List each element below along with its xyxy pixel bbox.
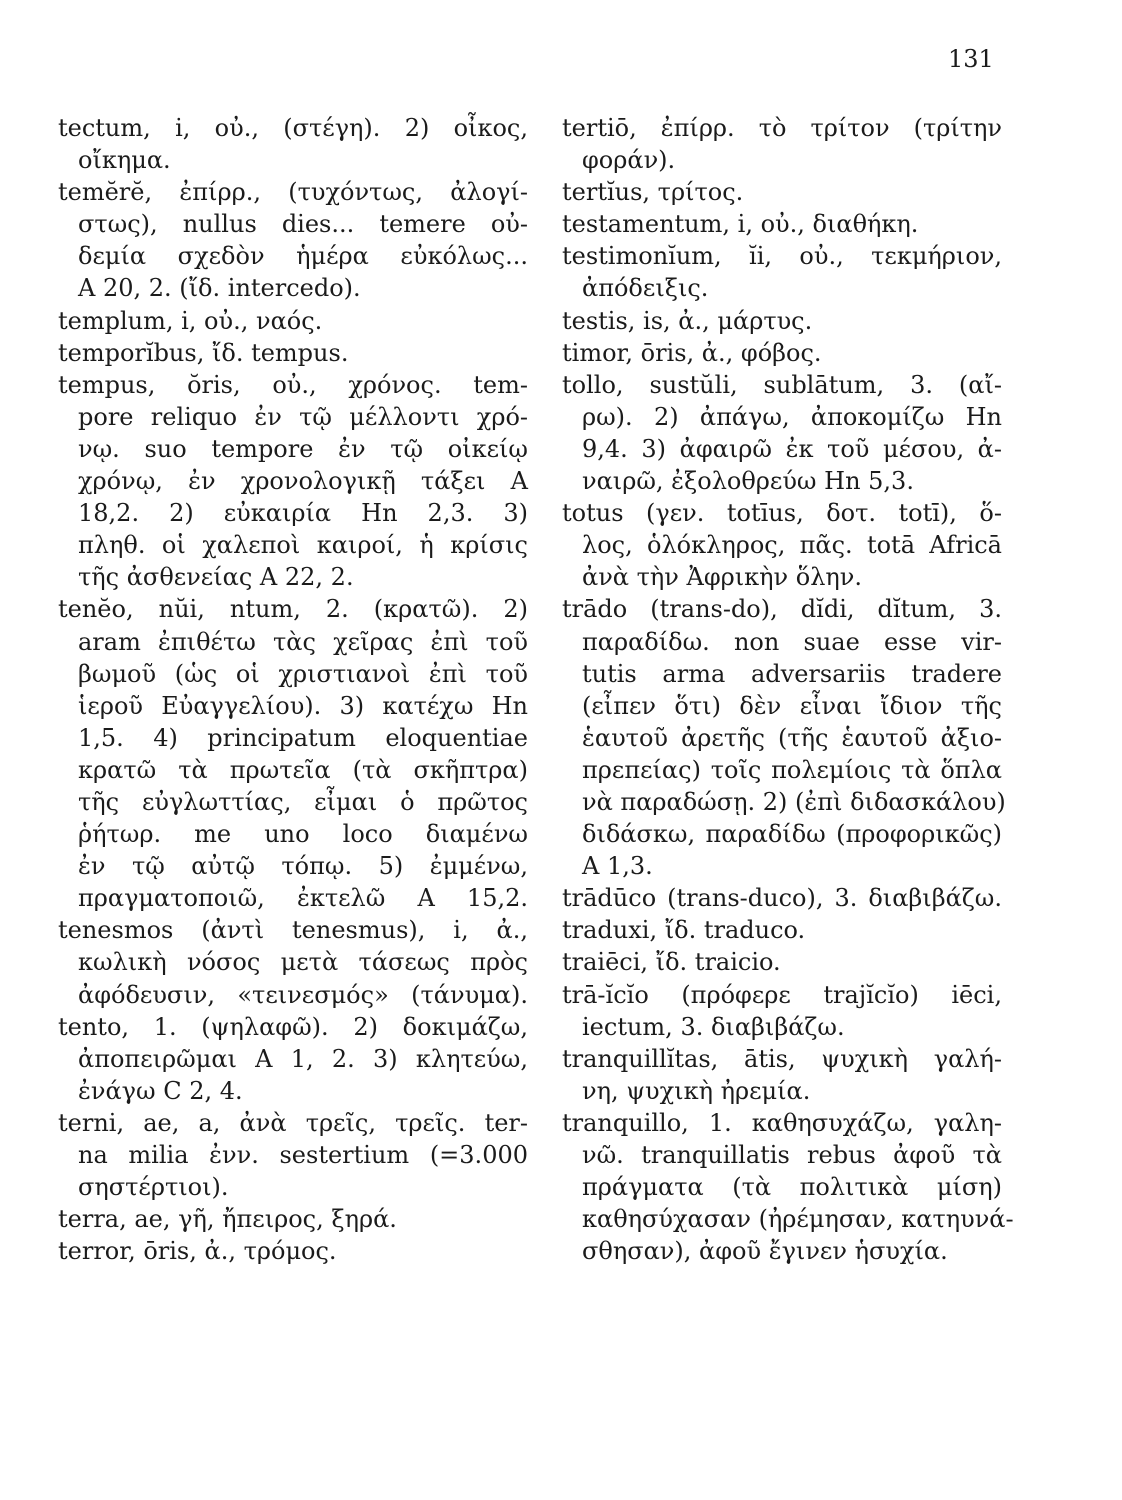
entry-headword-line: temporĭbus, ἴδ. tempus. — [58, 338, 349, 367]
entry-continuation-line: ἐνάγω C 2, 4. — [78, 1076, 243, 1105]
entry-continuation-line: πρεπείας) τοῖς πολεμίοις τὰ ὅπλα — [582, 755, 1002, 784]
entry-headword-line: tenĕo, nŭi, ntum, 2. (κρατῶ). 2) — [58, 595, 528, 624]
entry-continuation-line: παραδίδω. non suae esse vir- — [582, 627, 1002, 656]
entry-headword-line: trā-ĭcĭo (πρόφερε trajĭcĭo) iēci, — [562, 980, 1002, 1009]
entry-continuation-line: χρόνῳ, ἐν χρονολογικῇ τάξει A — [78, 467, 528, 496]
right-column — [562, 112, 1014, 1267]
entry-headword-line: testamentum, i, οὐ., διαθήκη. — [562, 210, 919, 239]
entry-continuation-line: ἀπόδειξις. — [582, 274, 709, 303]
entry-headword-line: templum, i, οὐ., ναός. — [58, 306, 323, 335]
entry-headword-line: tranquillĭtas, ātis, ψυχικὴ γαλή- — [562, 1044, 1002, 1073]
entry-headword-line: tenesmos (ἀντὶ tenesmus), i, ἀ., — [58, 916, 528, 945]
entry-continuation-line: δεμία σχεδὸν ἡμέρα εὐκόλως... — [78, 242, 528, 271]
entry-headword-line: tertiō, ἐπίρρ. τὸ τρίτον (τρίτην — [562, 114, 1002, 142]
entry-continuation-line: 1,5. 4) principatum eloquentiae — [78, 723, 528, 752]
entry-continuation-line: A 20, 2. (ἴδ. intercedo). — [78, 274, 361, 303]
page-number: 131 — [948, 45, 994, 73]
entry-continuation-line: καθησύχασαν (ἠρέμησαν, κατηυνά- — [582, 1205, 1014, 1234]
entry-continuation-line: 9,4. 3) ἀφαιρῶ ἐκ τοῦ μέσου, ἀ- — [582, 434, 1002, 463]
entry-headword-line: traiēci, ἴδ. traicio. — [562, 948, 781, 977]
entry-continuation-line: ρω). 2) ἀπάγω, ἀποκομίζω Hn — [582, 402, 1002, 431]
entry-continuation-line: ναιρῶ, ἐξολοθρεύω Hn 5,3. — [582, 467, 914, 496]
entry-continuation-line: A 1,3. — [582, 852, 653, 881]
entry-continuation-line: σθησαν), ἀφοῦ ἔγινεν ἡσυχία. — [582, 1237, 948, 1266]
entry-headword-line: terror, ōris, ἀ., τρόμος. — [58, 1237, 337, 1266]
entry-continuation-line: na milia ἐνν. sestertium (=3.000 — [78, 1141, 528, 1169]
entry-continuation-line: iectum, 3. διαβιβάζω. — [582, 1012, 845, 1041]
entry-headword-line: tertĭus, τρίτος. — [562, 178, 744, 207]
entry-headword-line: testis, is, ἀ., μάρτυς. — [562, 306, 813, 335]
entry-continuation-line: στως), nullus dies... temere οὐ- — [78, 210, 528, 239]
entry-headword-line: terra, ae, γῆ, ἤπειρος, ξηρά. — [58, 1205, 397, 1234]
entry-continuation-line: πράγματα (τὰ πολιτικὰ μίση) — [582, 1173, 1002, 1202]
entry-continuation-line: aram ἐπιθέτω τὰς χεῖρας ἐπὶ τοῦ — [78, 627, 528, 656]
entry-continuation-line: ἱεροῦ Εὐαγγελίου). 3) κατέχω Hn — [78, 691, 528, 720]
entry-continuation-line: βωμοῦ (ὡς οἱ χριστιανοὶ ἐπὶ τοῦ — [78, 659, 528, 688]
entry-headword-line: trādūco (trans-duco), 3. διαβιβάζω. — [562, 884, 1002, 913]
entry-continuation-line: λος, ὁλόκληρος, πᾶς. totā Africā — [582, 531, 1002, 560]
entry-continuation-line: τῆς ἀσθενείας A 22, 2. — [78, 563, 354, 592]
entry-continuation-line: νὰ παραδώσῃ. 2) (ἐπὶ διδασκάλου) — [582, 787, 1006, 816]
entry-headword-line: testimonĭum, ĭi, οὐ., τεκμήριον, — [562, 242, 1002, 271]
entry-headword-line: temĕrĕ, ἐπίρρ., (τυχόντως, ἀλογί- — [58, 178, 528, 207]
entry-continuation-line: νῶ. tranquillatis rebus ἀφοῦ τὰ — [582, 1141, 1002, 1169]
entry-headword-line: trādo (trans-do), dĭdi, dĭtum, 3. — [562, 595, 1002, 624]
entry-continuation-line: ἐν τῷ αὐτῷ τόπῳ. 5) ἐμμένω, — [78, 852, 528, 881]
entry-continuation-line: οἴκημα. — [78, 146, 171, 175]
entry-continuation-line: κωλικὴ νόσος μετὰ τάσεως πρὸς — [78, 948, 528, 977]
entry-continuation-line: κρατῶ τὰ πρωτεῖα (τὰ σκῆπτρα) — [78, 755, 528, 784]
left-column — [58, 112, 528, 1267]
entry-continuation-line: ἀποπειρῶμαι A 1, 2. 3) κλητεύω, — [78, 1044, 528, 1073]
entry-continuation-line: ἀφόδευσιν, «τεινεσμός» (τάνυμα). — [78, 980, 528, 1009]
entry-headword-line: totus (γεν. totīus, δοτ. totī), ὅ- — [562, 499, 1002, 528]
entry-continuation-line: (εἶπεν ὅτι) δὲν εἶναι ἴδιον τῆς — [582, 691, 1002, 720]
entry-continuation-line: ἀνὰ τὴν Ἀφρικὴν ὅλην. — [582, 563, 863, 592]
entry-continuation-line: 18,2. 2) εὐκαιρία Hn 2,3. 3) — [78, 499, 528, 528]
entry-continuation-line: νη, ψυχικὴ ἠρεμία. — [582, 1076, 811, 1105]
entry-continuation-line: pore reliquo ἐν τῷ μέλλοντι χρό- — [78, 402, 528, 431]
entry-headword-line: terni, ae, a, ἀνὰ τρεῖς, τρεῖς. ter- — [58, 1108, 528, 1137]
entry-continuation-line: νῳ. suo tempore ἐν τῷ οἰκείῳ — [78, 434, 528, 463]
entry-continuation-line: πραγματοποιῶ, ἐκτελῶ A 15,2. — [78, 884, 528, 913]
entry-continuation-line: πληθ. οἱ χαλεποὶ καιροί, ἡ κρίσις — [78, 531, 528, 560]
entry-headword-line: tempus, ŏris, οὐ., χρόνος. tem- — [58, 370, 528, 399]
entry-headword-line: tranquillo, 1. καθησυχάζω, γαλη- — [562, 1108, 1002, 1137]
entry-headword-line: tectum, i, οὐ., (στέγη). 2) οἶκος, — [58, 114, 528, 142]
entry-headword-line: traduxi, ἴδ. traduco. — [562, 916, 806, 945]
entry-headword-line: timor, ōris, ἀ., φόβος. — [562, 338, 822, 367]
entry-continuation-line: διδάσκω, παραδίδω (προφορικῶς) — [582, 820, 1002, 849]
entry-continuation-line: φοράν). — [582, 146, 676, 175]
entry-headword-line: tollo, sustŭli, sublātum, 3. (αἴ- — [562, 370, 1002, 399]
entry-continuation-line: σηστέρτιοι). — [78, 1173, 229, 1202]
entry-continuation-line: tutis arma adversariis tradere — [582, 659, 1002, 688]
entry-continuation-line: τῆς εὐγλωττίας, εἶμαι ὁ πρῶτος — [78, 787, 528, 816]
entry-headword-line: tento, 1. (ψηλαφῶ). 2) δοκιμάζω, — [58, 1012, 528, 1041]
entry-continuation-line: ἑαυτοῦ ἀρετῆς (τῆς ἑαυτοῦ ἀξιο- — [582, 723, 1002, 752]
entry-continuation-line: ῥήτωρ. me uno loco διαμένω — [78, 820, 528, 849]
